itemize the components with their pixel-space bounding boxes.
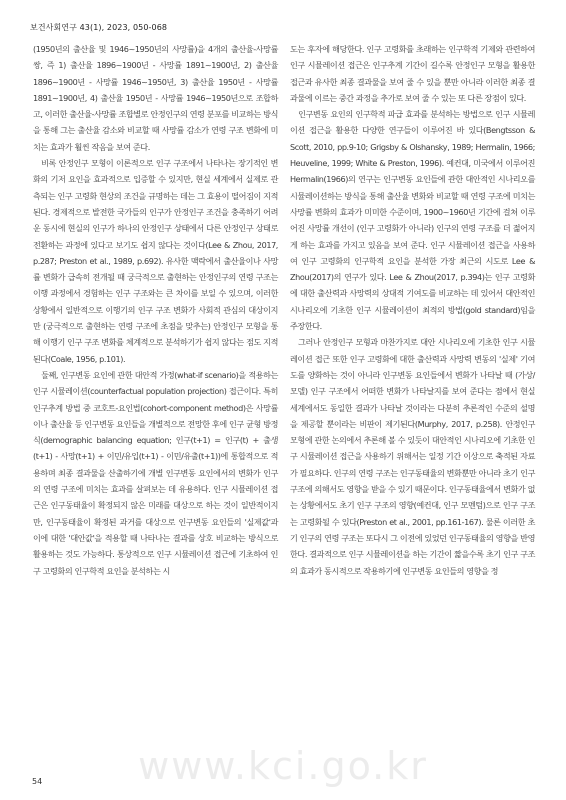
paragraph: 비록 안정인구 모형이 이론적으로 인구 구조에서 나타나는 장기적인 변화의 기저 요인을 효과적으로 입증할 수 있지만, 현실 세계에서 실제로 관측되는 인구 고령화 현상의 조건을 규명하는 데는 그 효용이 떨어짐이 지적된다. 경제적으로 발전한 국가들의 인구가 안정인구 조건을 충족하기 어려운 동시에 현실의 인구가 하나의 안정인구 상태에서 다른 안정인구 상태로 전환하는 과정에 있다고 보기도 쉽지 않다는 것이다(Lee & Zhou, 2017, p.287; Preston et al., 1989, p.692). 유사한 맥락에서 출산율이나 사망률 변화가 급속히 전개될 때 궁극적으로 출현하는 안정인구의 연령 구조는 이행 과정에서 경험하는 인구 구조와는 큰 차이를 보일 수 있으며, 이러한 상황에서 일반적으로 이행기의 인구 구조 변화가 사회적 관심의 대상이지만 (궁극적으로 출현하는 연령 구조에 초점을 맞추는) 안정인구 모형을 통해 이행기 인구 구조 변화를 체계적으로 분석하기가 쉽지 않다는 점도 지적된다(Coale, 1956, p.101). [33,158,278,364]
journal-header: 보건사회연구 43(1), 2023, 050-068 [30,23,168,32]
paragraph: 인구변동 요인의 인구학적 파급 효과를 분석하는 방법으로 인구 시뮬레이션 접근을 활용한 다양한 연구들이 이루어진 바 있다(Bengtsson & Scott, 2010, pp.9-10; Grigsby & Olshansky, 1989; Hermalin, 1966; Heuveline, 1999; White & Preston, 1996). 예컨대, 미국에서 이루어진 Hermalin(1966)의 연구는 인구변동 요인들에 관한 대안적인 시나리오를 시뮬레이션하는 방식을 통해 출산율 변화와 비교할 때 연령 구조에 미치는 사망률 변화의 효과가 미미한 수준이며, 1900~1960년 기간에 걸쳐 이루어진 사망률 개선이 (인구 고령화가 아니라) 인구의 연령 구조를 더 젊어지게 하는 효과를 가지고 있음을 보여 준다. 인구 시뮬레이션 접근을 사용하여 인구 고령화의 인구학적 요인을 분석한 가장 최근의 시도로 Lee & Zhou(2017)의 연구가 있다. Lee & Zhou(2017, p.394)는 인구 고령화에 대한 출산력과 사망력의 상대적 기여도를 비교하는 데 있어서 대안적인 시나리오에 기초한 인구 시뮬레이션이 최적의 방법(gold standard)임을 주장한다. [290,109,535,332]
paragraph: 도는 후자에 해당한다. 인구 고령화를 초래하는 인구학적 기제와 관련하여 인구 시뮬레이션 접근은 인구추계 기간이 길수록 안정인구 모형을 활용한 접근과 유사한 최종 결과물을 보여 줄 수 있을 뿐만 아니라 이러한 최종 결과물에 이르는 중간 과정을 추가로 보여 줄 수 있는 또 다른 장점이 있다. [290,44,535,103]
paragraph: (1950년의 출산율 및 1946~1950년의 사망률)을 4개의 출산율-사망률 쌍, 즉 1) 출산율 1896~1900년 - 사망률 1891~1900년, 2) 출산율 1896~1900년 - 사망률 1946~1950년, 3) 출산율 1950년 - 사망률 1891~1900년, 4) 출산율 1950년 - 사망률 1946~1950년으로 조합하고, 이러한 출산율-사망률 조합별로 안정인구의 연령 분포를 비교하는 방식을 통해 그는 출산율 감소와 비교할 때 사망률 감소가 연령 구조 변화에 미치는 효과가 훨씬 작음을 보여 준다. [33,44,278,152]
page-number: 54 [32,777,43,786]
watermark: www.kci.go.kr [138,744,428,788]
left-column [33,41,278,579]
paragraph: 둘째, 인구변동 요인에 관한 대안적 가정(what-if scenario)을 적용하는 인구 시뮬레이션(counterfactual population projection) 접근이다. 특히 인구추계 방법 중 코호트-요인법(cohort-component method)은 사망률이나 출산율 등 인구변동 요인들을 개별적으로 전망한 후에 인구 균형 방정식(demographic balancing equation; 인구(t+1) = 인구(t) + 출생(t+1) - 사망(t+1) + 이민/유입(t+1) - 이민/유출(t+1))에 통합적으로 적용하며 최종 결과물을 산출하기에 개별 인구변동 요인에서의 변화가 인구의 연령 구조에 미치는 효과를 살펴보는 데 유용하다. 인구 시뮬레이션 접근은 인구동태율이 확정되지 않은 미래를 대상으로 하는 것이 일반적이지만, 인구동태율이 확정된 과거를 대상으로 인구변동 요인들의 '실제값'과 이에 대한 '대안값'을 적용할 때 나타나는 결과를 상호 비교하는 방식으로 활용하는 것도 가능하다. 통상적으로 인구 시뮬레이션 접근에 기초하여 인구 고령화의 인구학적 요인을 분석하는 시 [33,369,278,576]
right-column [290,41,535,579]
paragraph: 그러나 안정인구 모형과 마찬가지로 대안 시나리오에 기초한 인구 시뮬레이션 접근 또한 인구 고령화에 대한 출산력과 사망력 변동의 '실제' 기여도를 양화하는 것이 아니라 인구변동 요인들에서 변화가 나타날 때 (가상/모델) 인구 구조에서 어떠한 변화가 나타날지를 보여 준다는 점에서 현실 세계에서도 동일한 결과가 나타날 것이라는 다분히 추론적인 수준의 설명을 제공할 뿐이라는 비판이 제기된다(Murphy, 2017, p.258). 안정인구 모형에 관한 논의에서 추론해 볼 수 있듯이 대안적인 시나리오에 기초한 인구 시뮬레이션 접근을 사용하기 위해서는 일정 기간 이상으로 축적된 자료가 필요하다. 인구의 연령 구조는 인구동태율의 변화뿐만 아니라 초기 인구 구조에 의해서도 영향을 받을 수 있기 때문이다. 인구동태율에서 변화가 없는 상황에서도 초기 인구 구조의 영향(예컨대, 인구 모멘텀)으로 인구 구조는 고령화될 수 있다(Preston et al., 2001, pp.161-167). 물론 이러한 초기 인구의 연령 구조는 또다시 그 이전에 있었던 인구동태율의 영향을 반영한다. 결과적으로 인구 시뮬레이션을 하는 기간이 짧을수록 초기 인구 구조의 효과가 동시적으로 작용하기에 인구변동 요인들의 영향을 정 [290,337,535,576]
